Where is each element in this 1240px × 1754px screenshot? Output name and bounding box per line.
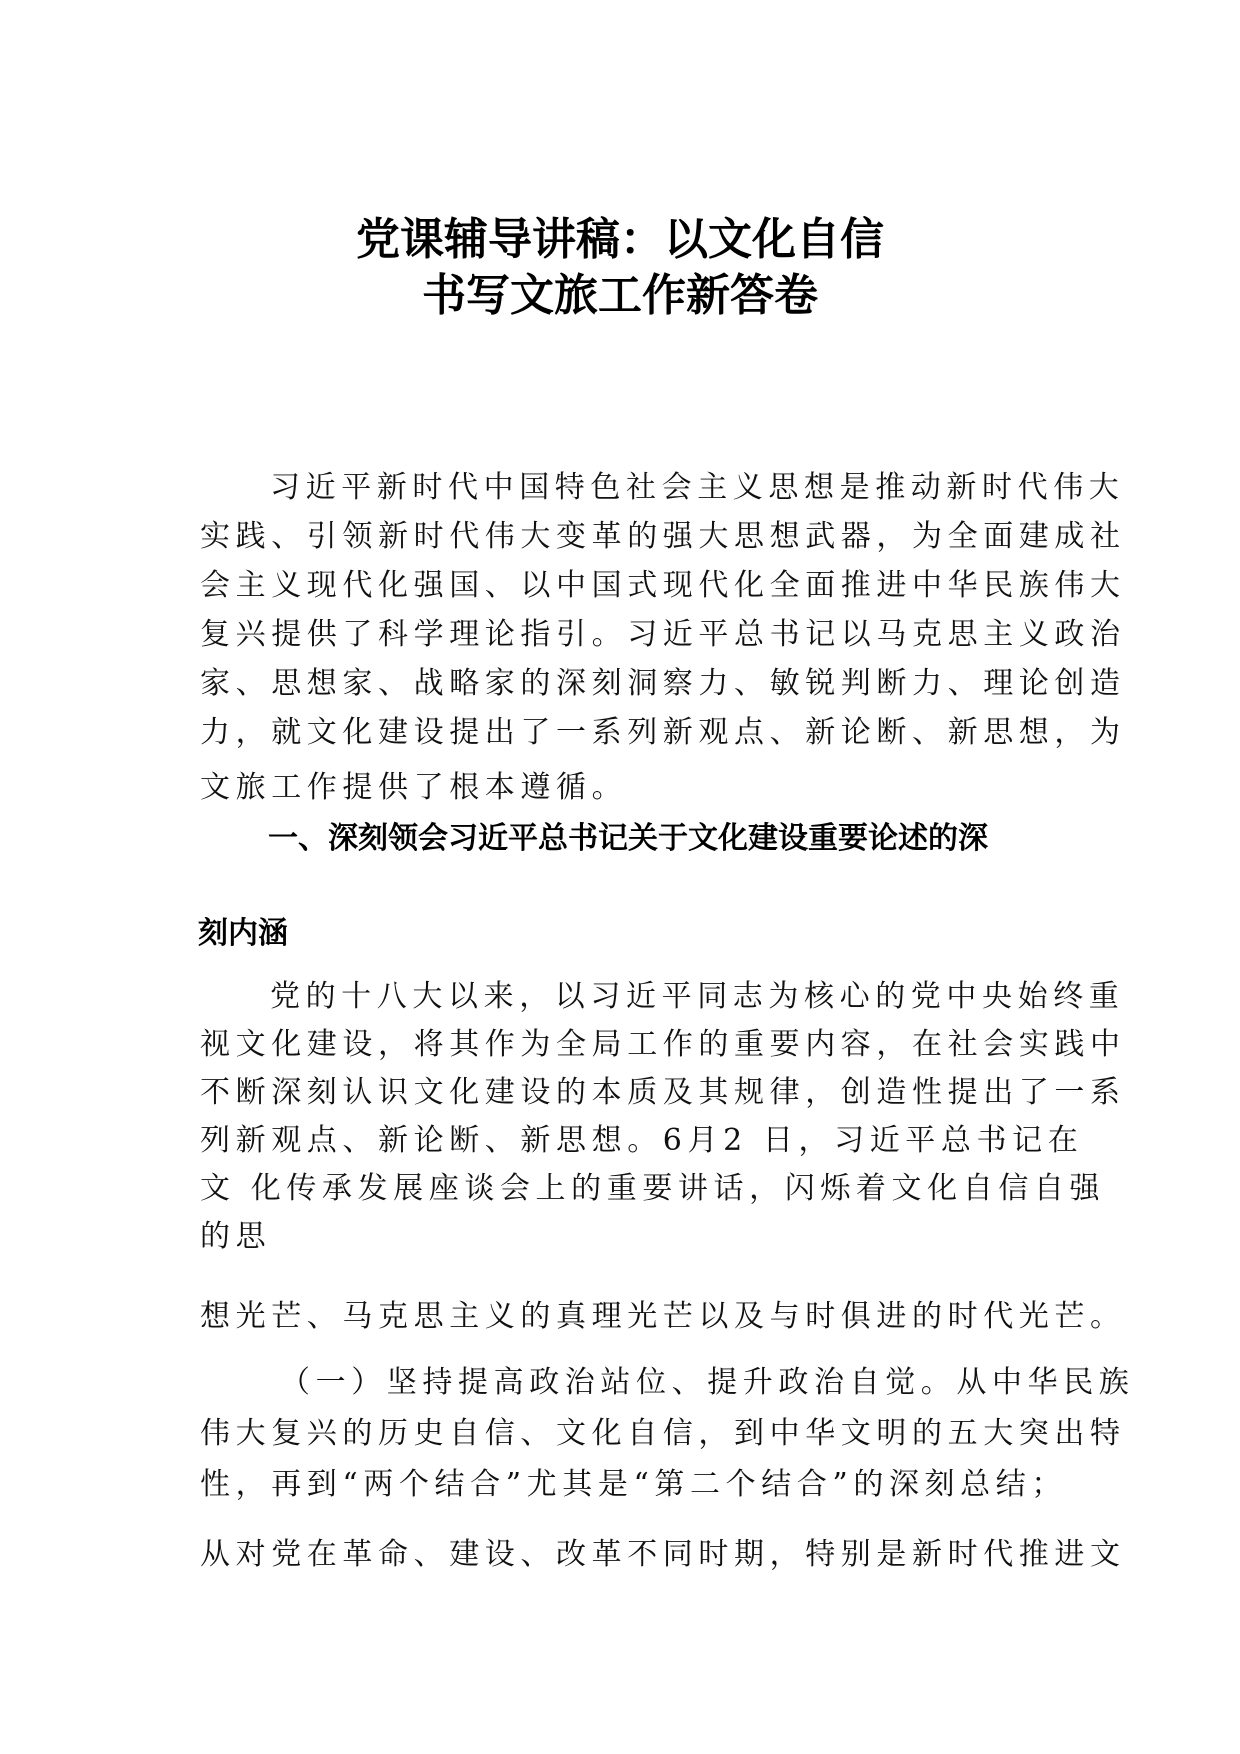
intro-line: 习近平新时代中国特色社会主义思想是推动新时代伟大 xyxy=(270,470,1125,505)
section-para-line: 文 化传承发展座谈会上的重要讲话，闪烁着文化自信自强 xyxy=(200,1171,1106,1206)
subsection-para-line: 性，再到“两个结合”尤其是“第二个结合”的深刻总结； xyxy=(200,1467,1067,1502)
section-para-line: 视文化建设，将其作为全局工作的重要内容，在社会实践中 xyxy=(200,1027,1126,1062)
intro-line: 家、思想家、战略家的深刻洞察力、敏锐判断力、理论创造 xyxy=(200,666,1126,701)
subsection-para-line: （一）坚持提高政治站位、提升政治自觉。从中华民族 xyxy=(280,1365,1135,1400)
section-para-line: 不断深刻认识文化建设的本质及其规律，创造性提出了一系 xyxy=(200,1075,1126,1110)
subsection-para-line: 从对党在革命、建设、改革不同时期，特别是新时代推进文 xyxy=(200,1537,1126,1572)
section-para-line: 党的十八大以来，以习近平同志为核心的党中央始终重 xyxy=(270,979,1125,1014)
section-heading-line-1: 一、深刻领会习近平总书记关于文化建设重要论述的深 xyxy=(268,821,988,856)
intro-line: 会主义现代化强国、以中国式现代化全面推进中华民族伟大 xyxy=(200,568,1126,603)
section-para-line: 列新观点、新论断、新思想。6月2 日，习近平总书记在 xyxy=(200,1123,1084,1158)
section-para-line: 的思 xyxy=(200,1219,272,1254)
subsection-para-line: 伟大复兴的历史自信、文化自信，到中华文明的五大突出特 xyxy=(200,1416,1126,1451)
section-heading-line-2: 刻内涵 xyxy=(198,916,288,951)
intro-line: 文旅工作提供了根本遵循。 xyxy=(200,770,628,805)
document-title-line-1: 党课辅导讲稿：以文化自信 xyxy=(356,214,884,265)
intro-line: 复兴提供了科学理论指引。习近平总书记以马克思主义政治 xyxy=(200,617,1126,652)
section-para-line: 想光芒、马克思主义的真理光芒以及与时俱进的时代光芒。 xyxy=(200,1299,1126,1334)
intro-line: 实践、引领新时代伟大变革的强大思想武器，为全面建成社 xyxy=(200,519,1126,554)
intro-line: 力，就文化建设提出了一系列新观点、新论断、新思想，为 xyxy=(200,715,1126,750)
document-title-line-2: 书写文旅工作新答卷 xyxy=(422,270,818,321)
